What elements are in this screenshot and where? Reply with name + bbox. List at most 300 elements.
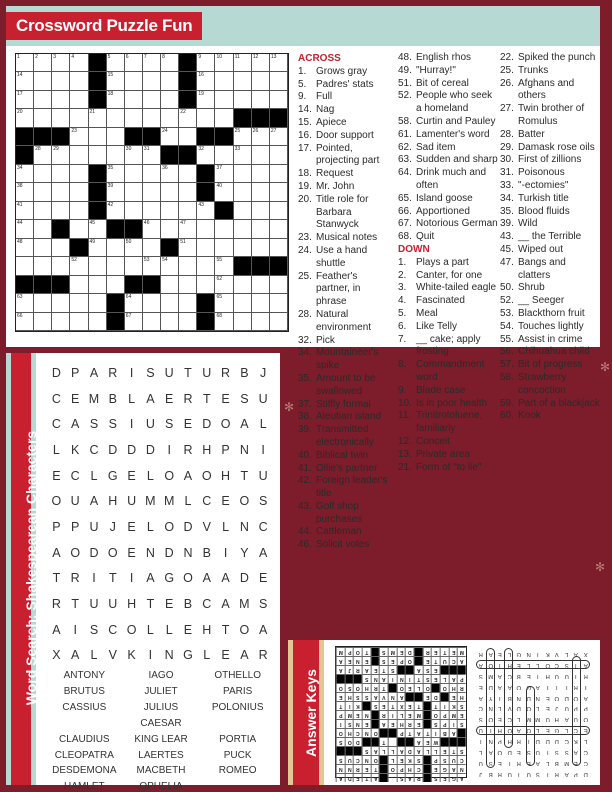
grid-cell[interactable] (252, 313, 270, 331)
grid-cell[interactable] (270, 54, 288, 72)
grid-cell[interactable] (234, 239, 252, 257)
grid-cell[interactable] (125, 109, 143, 127)
grid-cell[interactable] (215, 257, 233, 275)
letter[interactable]: O (183, 571, 193, 586)
grid-cell[interactable] (70, 220, 88, 238)
letter[interactable]: U (258, 468, 268, 483)
grid-cell[interactable] (234, 128, 252, 146)
grid-cell[interactable] (179, 128, 197, 146)
grid-cell[interactable] (215, 109, 233, 127)
grid-cell[interactable] (197, 220, 215, 238)
grid-cell[interactable] (215, 239, 233, 257)
grid-cell[interactable] (34, 202, 52, 220)
grid-cell[interactable] (270, 294, 288, 312)
letter[interactable]: P (221, 442, 230, 457)
grid-cell[interactable] (215, 294, 233, 312)
letter[interactable]: K (127, 648, 136, 663)
letter[interactable]: V (202, 519, 211, 534)
grid-cell[interactable] (161, 202, 179, 220)
grid-cell[interactable] (143, 202, 161, 220)
grid-cell[interactable] (252, 128, 270, 146)
letter[interactable]: E (127, 545, 136, 560)
grid-cell[interactable] (143, 109, 161, 127)
letter[interactable]: E (221, 494, 230, 509)
letter[interactable]: C (202, 597, 212, 612)
grid-cell[interactable] (197, 257, 215, 275)
grid-cell[interactable] (234, 313, 252, 331)
grid-cell[interactable] (215, 183, 233, 201)
grid-cell[interactable] (34, 72, 52, 90)
letter[interactable]: I (129, 571, 134, 586)
grid-cell[interactable] (70, 202, 88, 220)
grid-cell[interactable] (52, 109, 70, 127)
letter[interactable]: D (89, 545, 99, 560)
grid-cell[interactable] (52, 146, 70, 164)
grid-cell[interactable] (34, 183, 52, 201)
grid-cell[interactable] (161, 165, 179, 183)
grid-cell[interactable] (252, 276, 270, 294)
grid-cell[interactable] (252, 183, 270, 201)
letter[interactable]: A (183, 468, 193, 483)
grid-cell[interactable] (52, 91, 70, 109)
grid-cell[interactable] (252, 165, 270, 183)
grid-cell[interactable] (107, 239, 125, 257)
letter[interactable]: A (52, 545, 61, 560)
letter[interactable]: P (71, 365, 80, 380)
letter[interactable]: V (108, 648, 117, 663)
grid-cell[interactable] (234, 91, 252, 109)
grid-cell[interactable] (252, 220, 270, 238)
grid-cell[interactable] (161, 276, 179, 294)
grid-cell[interactable] (125, 313, 143, 331)
grid-cell[interactable] (234, 165, 252, 183)
letter[interactable]: T (146, 597, 155, 612)
letter[interactable]: R (258, 648, 268, 663)
grid-cell[interactable] (234, 183, 252, 201)
grid-cell[interactable] (234, 294, 252, 312)
letter[interactable]: I (148, 648, 153, 663)
grid-cell[interactable] (16, 220, 34, 238)
letter[interactable]: O (70, 545, 81, 560)
letter[interactable]: T (221, 622, 230, 637)
grid-cell[interactable] (52, 54, 70, 72)
letter[interactable]: O (239, 622, 250, 637)
letter[interactable]: H (127, 597, 137, 612)
grid-cell[interactable] (179, 220, 197, 238)
letter[interactable]: I (129, 365, 134, 380)
letter[interactable]: L (165, 622, 173, 637)
letter[interactable]: P (71, 519, 80, 534)
letter[interactable]: U (89, 597, 99, 612)
grid-cell[interactable] (52, 165, 70, 183)
grid-cell[interactable] (215, 313, 233, 331)
letter[interactable]: Y (240, 545, 249, 560)
letter[interactable]: B (108, 391, 117, 406)
grid-cell[interactable] (179, 183, 197, 201)
grid-cell[interactable] (16, 313, 34, 331)
grid-cell[interactable] (107, 165, 125, 183)
letter[interactable]: H (202, 622, 212, 637)
grid-cell[interactable] (143, 146, 161, 164)
letter[interactable]: E (183, 417, 193, 432)
letter[interactable]: P (52, 519, 61, 534)
grid-cell[interactable] (270, 165, 288, 183)
letter[interactable]: S (146, 365, 155, 380)
grid-cell[interactable] (107, 257, 125, 275)
grid-cell[interactable] (70, 257, 88, 275)
grid-cell[interactable] (107, 72, 125, 90)
grid-cell[interactable] (215, 146, 233, 164)
letter[interactable]: D (51, 365, 61, 380)
grid-cell[interactable] (89, 276, 107, 294)
letter[interactable]: E (127, 519, 136, 534)
grid-cell[interactable] (52, 257, 70, 275)
letter[interactable]: G (107, 468, 118, 483)
grid-cell[interactable] (52, 239, 70, 257)
grid-cell[interactable] (215, 276, 233, 294)
grid-cell[interactable] (234, 146, 252, 164)
grid-cell[interactable] (270, 183, 288, 201)
grid-cell[interactable] (70, 276, 88, 294)
letter[interactable]: I (73, 622, 77, 637)
grid-cell[interactable] (107, 276, 125, 294)
grid-cell[interactable] (143, 165, 161, 183)
grid-cell[interactable] (52, 183, 70, 201)
grid-cell[interactable] (70, 165, 88, 183)
letter[interactable]: O (220, 417, 231, 432)
grid-cell[interactable] (16, 239, 34, 257)
grid-cell[interactable] (125, 91, 143, 109)
grid-cell[interactable] (179, 202, 197, 220)
letter[interactable]: N (164, 648, 174, 663)
grid-cell[interactable] (252, 294, 270, 312)
letter[interactable]: T (71, 597, 80, 612)
letter[interactable]: G (183, 648, 193, 663)
grid-cell[interactable] (34, 220, 52, 238)
letter[interactable]: D (164, 545, 174, 560)
grid-cell[interactable] (34, 257, 52, 275)
grid-cell[interactable] (234, 54, 252, 72)
grid-cell[interactable] (16, 72, 34, 90)
grid-cell[interactable] (70, 313, 88, 331)
letter[interactable]: L (146, 468, 154, 483)
grid-cell[interactable] (143, 294, 161, 312)
grid-cell[interactable] (197, 72, 215, 90)
grid-cell[interactable] (70, 54, 88, 72)
letter[interactable]: E (258, 571, 268, 586)
grid-cell[interactable] (252, 146, 270, 164)
grid-cell[interactable] (270, 91, 288, 109)
letter[interactable]: C (258, 519, 268, 534)
letter[interactable]: M (88, 391, 100, 406)
letter[interactable]: N (183, 545, 193, 560)
grid-cell[interactable] (34, 313, 52, 331)
letter[interactable]: M (239, 597, 250, 612)
letter[interactable]: N (145, 545, 155, 560)
grid-cell[interactable] (252, 72, 270, 90)
grid-cell[interactable] (143, 183, 161, 201)
letter[interactable]: M (163, 494, 175, 509)
grid-cell[interactable] (52, 72, 70, 90)
grid-cell[interactable] (89, 146, 107, 164)
letter[interactable]: U (70, 494, 80, 509)
letter[interactable]: R (51, 597, 61, 612)
grid-cell[interactable] (16, 294, 34, 312)
letter[interactable]: E (183, 622, 193, 637)
letter[interactable]: B (183, 597, 193, 612)
letter[interactable]: C (70, 468, 80, 483)
grid-cell[interactable] (70, 294, 88, 312)
grid-cell[interactable] (125, 72, 143, 90)
letter[interactable]: T (184, 365, 192, 380)
letter[interactable]: H (202, 442, 212, 457)
grid-cell[interactable] (89, 220, 107, 238)
letter[interactable]: N (239, 442, 249, 457)
letter[interactable]: A (89, 365, 99, 380)
grid-cell[interactable] (107, 146, 125, 164)
letter[interactable]: B (240, 365, 249, 380)
letter[interactable]: U (127, 494, 137, 509)
grid-cell[interactable] (197, 109, 215, 127)
grid-cell[interactable] (52, 202, 70, 220)
letter[interactable]: I (129, 417, 134, 432)
grid-cell[interactable] (16, 165, 34, 183)
letter[interactable]: U (108, 597, 118, 612)
grid-cell[interactable] (252, 202, 270, 220)
grid-cell[interactable] (107, 128, 125, 146)
letter[interactable]: U (258, 391, 268, 406)
grid-cell[interactable] (89, 128, 107, 146)
letter[interactable]: D (202, 417, 212, 432)
grid-cell[interactable] (270, 146, 288, 164)
grid-cell[interactable] (70, 128, 88, 146)
grid-cell[interactable] (16, 183, 34, 201)
grid-cell[interactable] (70, 109, 88, 127)
grid-cell[interactable] (107, 109, 125, 127)
grid-cell[interactable] (197, 202, 215, 220)
letter[interactable]: T (108, 571, 117, 586)
grid-cell[interactable] (34, 146, 52, 164)
letter[interactable]: C (108, 622, 118, 637)
grid-cell[interactable] (179, 276, 197, 294)
letter[interactable]: L (222, 519, 230, 534)
grid-cell[interactable] (34, 239, 52, 257)
letter[interactable]: S (165, 417, 174, 432)
grid-cell[interactable] (197, 146, 215, 164)
letter[interactable]: O (51, 494, 62, 509)
letter[interactable]: A (240, 417, 249, 432)
letter[interactable]: O (239, 494, 250, 509)
grid-cell[interactable] (107, 183, 125, 201)
letter[interactable]: A (258, 622, 268, 637)
letter[interactable]: A (221, 571, 230, 586)
grid-cell[interactable] (161, 72, 179, 90)
letter[interactable]: I (223, 545, 228, 560)
letter[interactable]: M (145, 494, 156, 509)
grid-cell[interactable] (16, 91, 34, 109)
grid-cell[interactable] (125, 257, 143, 275)
grid-cell[interactable] (125, 239, 143, 257)
letter[interactable]: X (52, 648, 61, 663)
letter[interactable]: O (201, 468, 212, 483)
grid-cell[interactable] (34, 165, 52, 183)
grid-cell[interactable] (143, 239, 161, 257)
letter[interactable]: A (240, 648, 249, 663)
grid-cell[interactable] (52, 294, 70, 312)
letter[interactable]: C (51, 391, 61, 406)
grid-cell[interactable] (16, 54, 34, 72)
grid-cell[interactable] (270, 128, 288, 146)
letter[interactable]: S (258, 494, 268, 509)
letter[interactable]: S (258, 597, 268, 612)
grid-cell[interactable] (143, 91, 161, 109)
grid-cell[interactable] (125, 146, 143, 164)
letter[interactable]: S (89, 622, 99, 637)
grid-cell[interactable] (143, 313, 161, 331)
grid-cell[interactable] (215, 54, 233, 72)
crossword-grid[interactable] (15, 53, 289, 332)
letter[interactable]: L (146, 519, 154, 534)
grid-cell[interactable] (89, 109, 107, 127)
letter[interactable]: A (52, 622, 61, 637)
letter[interactable]: R (183, 442, 193, 457)
grid-cell[interactable] (179, 313, 197, 331)
letter[interactable]: S (89, 417, 99, 432)
grid-cell[interactable] (161, 257, 179, 275)
grid-cell[interactable] (179, 109, 197, 127)
letter[interactable]: J (260, 365, 267, 380)
letter[interactable]: E (127, 468, 136, 483)
letter[interactable]: T (52, 571, 61, 586)
letter[interactable]: R (183, 391, 193, 406)
letter[interactable]: O (126, 622, 137, 637)
letter[interactable]: A (146, 571, 155, 586)
letter[interactable]: E (71, 391, 80, 406)
letter[interactable]: S (240, 391, 249, 406)
grid-cell[interactable] (270, 202, 288, 220)
letter[interactable]: I (167, 442, 171, 457)
grid-cell[interactable] (197, 54, 215, 72)
grid-cell[interactable] (70, 91, 88, 109)
letter[interactable]: A (258, 545, 268, 560)
letter[interactable]: E (221, 391, 230, 406)
grid-cell[interactable] (197, 91, 215, 109)
grid-cell[interactable] (161, 183, 179, 201)
grid-cell[interactable] (270, 276, 288, 294)
letter[interactable]: R (221, 365, 231, 380)
grid-cell[interactable] (143, 220, 161, 238)
letter[interactable]: L (90, 648, 98, 663)
letter[interactable]: L (52, 442, 60, 457)
grid-cell[interactable] (179, 294, 197, 312)
grid-cell[interactable] (107, 54, 125, 72)
letter[interactable]: T (202, 391, 211, 406)
grid-cell[interactable] (107, 202, 125, 220)
letter[interactable]: L (203, 648, 211, 663)
letter[interactable]: T (240, 468, 249, 483)
grid-cell[interactable] (234, 220, 252, 238)
grid-cell[interactable] (125, 165, 143, 183)
letter[interactable]: A (71, 648, 80, 663)
grid-cell[interactable] (143, 257, 161, 275)
letter[interactable]: H (108, 494, 118, 509)
grid-cell[interactable] (70, 72, 88, 90)
grid-cell[interactable] (161, 294, 179, 312)
letter[interactable]: O (164, 468, 175, 483)
letter[interactable]: U (164, 365, 174, 380)
letter[interactable]: A (202, 571, 211, 586)
grid-cell[interactable] (179, 165, 197, 183)
grid-cell[interactable] (125, 183, 143, 201)
grid-cell[interactable] (252, 239, 270, 257)
grid-cell[interactable] (16, 109, 34, 127)
letter[interactable]: I (92, 571, 96, 586)
grid-cell[interactable] (252, 91, 270, 109)
letter[interactable]: L (128, 391, 136, 406)
grid-cell[interactable] (161, 313, 179, 331)
grid-cell[interactable] (161, 91, 179, 109)
grid-cell[interactable] (70, 146, 88, 164)
grid-cell[interactable] (89, 294, 107, 312)
grid-cell[interactable] (215, 220, 233, 238)
grid-cell[interactable] (161, 220, 179, 238)
grid-cell[interactable] (179, 257, 197, 275)
letter[interactable]: E (165, 391, 174, 406)
grid-cell[interactable] (234, 276, 252, 294)
letter[interactable]: D (145, 442, 155, 457)
grid-cell[interactable] (161, 109, 179, 127)
letter[interactable]: A (221, 597, 230, 612)
grid-cell[interactable] (215, 91, 233, 109)
letter[interactable]: R (70, 571, 80, 586)
letter[interactable]: K (71, 442, 80, 457)
letter[interactable]: C (89, 442, 99, 457)
letter[interactable]: D (183, 519, 193, 534)
letter[interactable]: D (127, 442, 137, 457)
letter[interactable]: L (90, 468, 98, 483)
letter[interactable]: R (108, 365, 118, 380)
grid-cell[interactable] (16, 202, 34, 220)
letter[interactable]: L (146, 622, 154, 637)
letter[interactable]: D (239, 571, 249, 586)
grid-cell[interactable] (16, 257, 34, 275)
letter[interactable]: J (109, 519, 116, 534)
grid-cell[interactable] (161, 128, 179, 146)
grid-cell[interactable] (70, 183, 88, 201)
grid-cell[interactable] (270, 313, 288, 331)
grid-cell[interactable] (270, 72, 288, 90)
letter[interactable]: N (239, 519, 249, 534)
grid-cell[interactable] (34, 54, 52, 72)
letter[interactable]: C (202, 494, 212, 509)
letter[interactable]: D (108, 442, 118, 457)
grid-cell[interactable] (89, 313, 107, 331)
grid-cell[interactable] (179, 239, 197, 257)
letter[interactable]: E (52, 468, 61, 483)
letter[interactable]: C (51, 417, 61, 432)
grid-cell[interactable] (34, 109, 52, 127)
grid-cell[interactable] (34, 91, 52, 109)
letter[interactable]: A (146, 391, 155, 406)
grid-cell[interactable] (107, 91, 125, 109)
grid-cell[interactable] (52, 313, 70, 331)
grid-cell[interactable] (161, 54, 179, 72)
grid-cell[interactable] (89, 239, 107, 257)
grid-cell[interactable] (197, 239, 215, 257)
grid-cell[interactable] (234, 202, 252, 220)
grid-cell[interactable] (270, 239, 288, 257)
grid-cell[interactable] (143, 54, 161, 72)
